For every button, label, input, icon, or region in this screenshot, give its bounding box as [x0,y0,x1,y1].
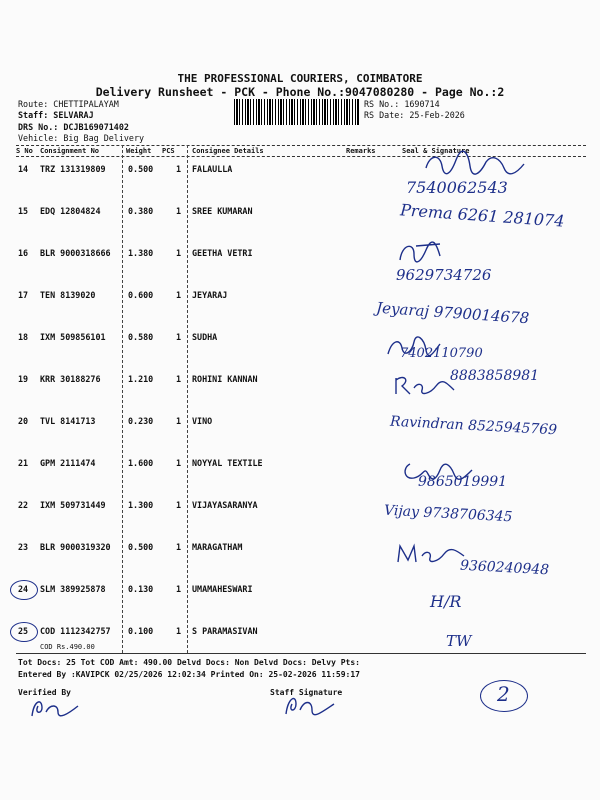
verified-by-label: Verified By [18,688,71,697]
row-sno: 14 [18,164,29,174]
table-row [0,576,600,618]
row-consignee: SUDHA [192,332,218,342]
signature-scribble [396,240,456,266]
row-weight: 1.380 [128,248,154,258]
col-remarks: Remarks [346,147,376,155]
row-consignee: VIJAYASARANYA [192,500,258,510]
rs-date: RS Date: 25-Feb-2026 [364,110,465,120]
staff-label: Staff: SELVARAJ [18,110,94,120]
col-consignee: Consignee Details [192,147,264,155]
col-consignment: Consignment No [40,147,100,155]
row-sno: 15 [18,206,29,216]
signature-scribble [392,372,462,398]
row-sno: 17 [18,290,29,300]
drs-label: DRS No.: DCJB169071402 [18,122,129,132]
row-sno: 20 [18,416,29,426]
row-sno: 23 [18,542,29,552]
row-weight: 0.380 [128,206,154,216]
table-bottom-rule [16,653,586,654]
handwritten-phone: 9629734726 [396,266,492,284]
row-consignee: SREE KUMARAN [192,206,253,216]
signature-scribble [394,542,474,568]
row-consignee: UMAMAHESWARI [192,584,253,594]
signature-scribble [400,456,480,484]
row-sno: 24 [18,584,29,594]
handwritten-phone: Ravindran 8525945769 [389,413,558,439]
staff-signature [282,690,342,718]
row-pcs: 1 [176,164,182,174]
row-pcs: 1 [176,416,182,426]
row-pcs: 1 [176,542,182,552]
row-consignment: IXM 509731449 [40,500,106,510]
row-consignee: JEYARAJ [192,290,228,300]
row-consignment: IXM 509856101 [40,332,106,342]
header-rule-top [16,145,586,146]
row-pcs: 1 [176,290,182,300]
row-weight: 0.580 [128,332,154,342]
row-weight: 0.500 [128,164,154,174]
table-row [0,282,600,328]
handwritten-phone: 9360240948 [459,557,550,579]
cod-amount-note: COD Rs.490.00 [40,643,95,651]
table-row [0,492,600,534]
row-weight: 1.300 [128,500,154,510]
row-pcs: 1 [176,626,182,636]
row-consignee: GEETHA VETRI [192,248,253,258]
table-row [0,198,600,240]
signature-scribble [384,334,444,358]
table-row [0,366,600,408]
row-consignment: KRR 30188276 [40,374,101,384]
row-sno: 22 [18,500,29,510]
row-consignment: BLR 9000319320 [40,542,111,552]
row-consignment: SLM 389925878 [40,584,106,594]
row-weight: 0.230 [128,416,154,426]
handwritten-remark: H/R [430,592,462,611]
row-sno: 21 [18,458,29,468]
row-consignee: S PARAMASIVAN [192,626,258,636]
row-pcs: 1 [176,248,182,258]
table-row [0,408,600,450]
row-weight: 1.210 [128,374,154,384]
row-pcs: 1 [176,584,182,594]
row-consignment: EDQ 12804824 [40,206,101,216]
table-row [0,240,600,282]
row-consignment: GPM 2111474 [40,458,96,468]
page-number-handwritten: 2 [497,682,510,706]
footer-totals: Tot Docs: 25 Tot COD Amt: 490.00 Delvd Docs: Non Delvd Docs: Delvy Pts: [18,658,360,667]
col-pcs: PCS [162,147,175,155]
row-weight: 0.130 [128,584,154,594]
row-consignee: NOYYAL TEXTILE [192,458,263,468]
col-signature: Seal & Signature [402,147,470,155]
row-consignee: MARAGATHAM [192,542,243,552]
row-consignment: TRZ 131319809 [40,164,106,174]
row-pcs: 1 [176,332,182,342]
row-pcs: 1 [176,500,182,510]
row-sno: 25 [18,626,29,636]
handwritten-remark: TW [446,632,472,650]
row-pcs: 1 [176,374,182,384]
row-consignment: TEN 8139020 [40,290,96,300]
col-weight: Weight [126,147,152,155]
row-weight: 0.600 [128,290,154,300]
table-row [0,324,600,366]
col-sno: S No [16,147,33,155]
barcode [234,99,360,125]
route-label: Route: CHETTIPALAYAM [18,99,119,109]
circled-mark [10,580,38,600]
row-sno: 18 [18,332,29,342]
handwritten-phone: 9865019991 [418,474,508,490]
company-name: THE PROFESSIONAL COURIERS, COIMBATORE [177,72,423,85]
staff-signature-label: Staff Signature [270,688,343,697]
runsheet-title: Delivery Runsheet - PCK - Phone No.:9047080280 - Page No.:2 [95,85,505,99]
verifier-signature [28,694,88,720]
handwritten-phone: Prema 6261 281074 [399,200,566,231]
handwritten-phone: Vijay 9738706345 [383,502,513,526]
row-pcs: 1 [176,206,182,216]
row-weight: 0.100 [128,626,154,636]
handwritten-phone: 8883858981 [450,368,540,384]
row-consignee: ROHINI KANNAN [192,374,258,384]
rs-number: RS No.: 1690714 [364,99,440,109]
signature-scribble [420,150,530,180]
row-consignment: COD 1112342757 [40,626,111,636]
footer-entered-by: Entered By :KAVIPCK 02/25/2026 12:02:34 Printed On: 25-02-2026 11:59:17 [18,670,360,679]
handwritten-phone: 7402110790 [400,346,483,361]
row-consignment: TVL 8141713 [40,416,96,426]
row-consignment: BLR 9000318666 [40,248,111,258]
handwritten-phone: Jeyaraj 9790014678 [375,298,530,328]
circled-mark [10,622,38,642]
handwritten-phone: 7540062543 [406,178,508,197]
vehicle-label: Vehicle: Big Bag Delivery [18,133,145,143]
table-row [0,534,600,579]
row-sno: 16 [18,248,29,258]
row-pcs: 1 [176,458,182,468]
row-sno: 19 [18,374,29,384]
row-consignee: VINO [192,416,213,426]
table-row [0,450,600,492]
row-consignee: FALAULLA [192,164,233,174]
row-weight: 1.600 [128,458,154,468]
row-weight: 0.500 [128,542,154,552]
